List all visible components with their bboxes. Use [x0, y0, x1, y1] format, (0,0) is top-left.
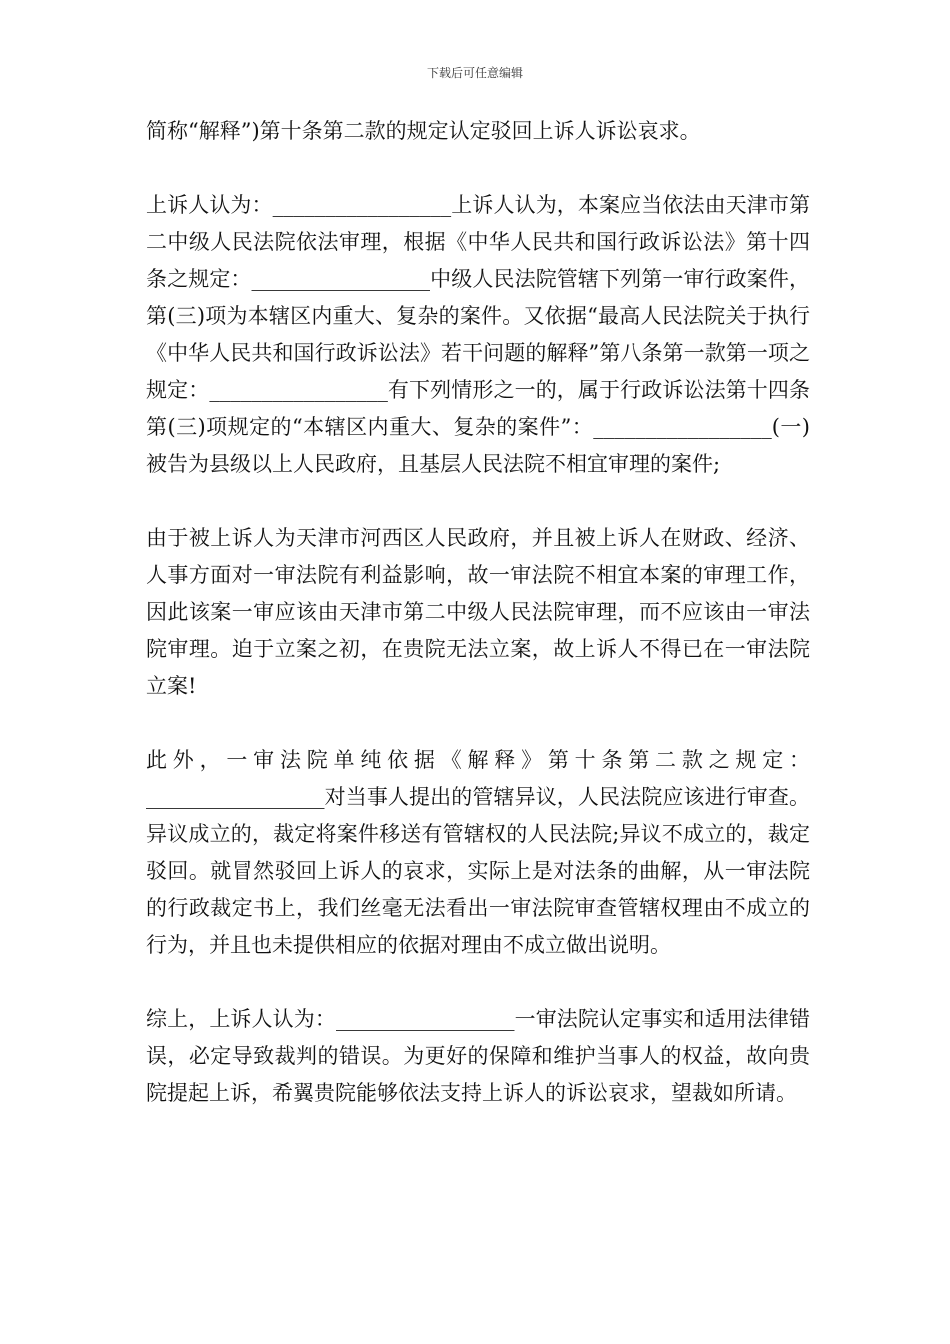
- page-header: 下载后可任意编辑: [426, 66, 523, 80]
- paragraph-text: 此外，一审法院单纯依据《解释》第十条第二款之规定：_________________对当事人提出的管辖异议，人民法院应该进行审查。异议成立的，裁定将案件移送有管辖权的人民法院;异议不成立的，裁定驳回。就冒然驳回上诉人的哀求，实际上是对法条的曲解，从一审法院的行政裁定书上，我们丝毫无法看出一审法院审查管辖权理由不成立的行为，并且也未提供相应的依据对理由不成立做出说明。: [146, 748, 810, 957]
- paragraph-text: 由于被上诉人为天津市河西区人民政府，并且被上诉人在财政、经济、人事方面对一审法院有利益影响，故一审法院不相宜本案的审理工作，因此该案一审应该由天津市第二中级人民法院审理，而不应该由一审法院审理。迫于立案之初，在贵院无法立案，故上诉人不得已在一审法院立案!: [146, 526, 810, 698]
- paragraph-3: [146, 520, 810, 705]
- document-body: [146, 113, 810, 1112]
- paragraph-text: 综上，上诉人认为：_________________一审法院认定事实和适用法律错误，必定导致裁判的错误。为更好的保障和维护当事人的权益，故向贵院提起上诉，希翼贵院能够依法支持上诉人的诉讼哀求，望裁如所请。: [146, 1007, 810, 1105]
- paragraph-5: [146, 1001, 810, 1112]
- paragraph-4: [146, 742, 810, 964]
- paragraph-1: [146, 113, 810, 150]
- paragraph-text: 上诉人认为：_________________上诉人认为，本案应当依法由天津市第二中级人民法院依法审理，根据《中华人民共和国行政诉讼法》第十四条之规定：_________________中级人民法院管辖下列第一审行政案件，第(三)项为本辖区内重大、复杂的案件。又依据“最高人民法院关于执行《中华人民共和国行政诉讼法》若干问题的解释”第八条第一款第一项之规定：_________________有下列情形之一的，属于行政诉讼法第十四条第(三)项规定的“本辖区内重大、复杂的案件”：_________________(一)被告为县级以上人民政府，且基层人民法院不相宜审理的案件;: [146, 193, 810, 476]
- paragraph-2: [146, 187, 810, 483]
- paragraph-text: 简称“解释”)第十条第二款的规定认定驳回上诉人诉讼哀求。: [146, 119, 701, 143]
